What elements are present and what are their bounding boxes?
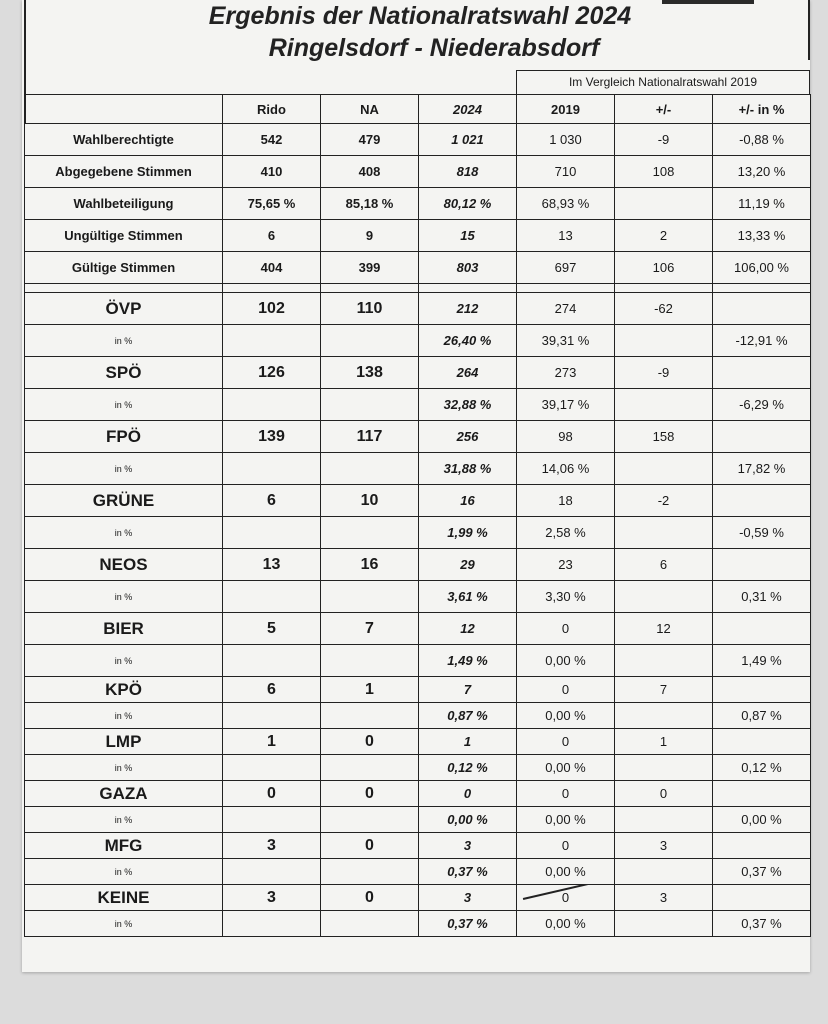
stat-row — [25, 220, 811, 252]
party-rido: 139 — [223, 421, 321, 453]
party-diff-pct-empty — [713, 485, 811, 517]
percent-2019: 14,06 % — [517, 453, 615, 485]
percent-diff-pct: 0,37 % — [713, 859, 811, 885]
party-name: GRÜNE — [25, 485, 223, 517]
stat-rido: 410 — [223, 156, 321, 188]
percent-diff-pct: 0,31 % — [713, 581, 811, 613]
percent-2019: 3,30 % — [517, 581, 615, 613]
stat-na: 408 — [321, 156, 419, 188]
percent-label: in % — [25, 645, 223, 677]
party-diff-pct-empty — [713, 885, 811, 911]
party-na: 7 — [321, 613, 419, 645]
stat-2024: 803 — [419, 252, 517, 284]
percent-label: in % — [25, 703, 223, 729]
stat-na: 9 — [321, 220, 419, 252]
stat-label: Abgegebene Stimmen — [25, 156, 223, 188]
party-row — [25, 613, 811, 645]
party-percent-row — [25, 581, 811, 613]
party-rido: 3 — [223, 885, 321, 911]
party-row — [25, 549, 811, 581]
party-diff-pct-empty — [713, 729, 811, 755]
spacer-cell — [25, 284, 223, 293]
party-2024: 3 — [419, 885, 517, 911]
percent-diff-empty — [615, 911, 713, 937]
percent-na-empty — [321, 755, 419, 781]
party-percent-row — [25, 453, 811, 485]
stat-diff: 106 — [615, 252, 713, 284]
percent-label: in % — [25, 911, 223, 937]
percent-na-empty — [321, 911, 419, 937]
party-name: NEOS — [25, 549, 223, 581]
percent-diff-empty — [615, 807, 713, 833]
percent-label: in % — [25, 859, 223, 885]
percent-2019: 0,00 % — [517, 645, 615, 677]
party-rido: 1 — [223, 729, 321, 755]
stat-diff-pct: 106,00 % — [713, 252, 811, 284]
percent-2024: 0,37 % — [419, 911, 517, 937]
stat-na: 479 — [321, 124, 419, 156]
percent-diff-empty — [615, 703, 713, 729]
party-diff: 6 — [615, 549, 713, 581]
percent-diff-pct: 17,82 % — [713, 453, 811, 485]
party-2019: 0 — [517, 613, 615, 645]
party-2024: 7 — [419, 677, 517, 703]
stat-label: Wahlberechtigte — [25, 124, 223, 156]
stat-row — [25, 188, 811, 220]
percent-rido-empty — [223, 389, 321, 421]
stat-label: Gültige Stimmen — [25, 252, 223, 284]
percent-2019: 0,00 % — [517, 911, 615, 937]
percent-label: in % — [25, 453, 223, 485]
percent-label: in % — [25, 581, 223, 613]
percent-diff-empty — [615, 645, 713, 677]
party-2024: 1 — [419, 729, 517, 755]
party-row — [25, 781, 811, 807]
party-row — [25, 729, 811, 755]
party-na: 117 — [321, 421, 419, 453]
percent-rido-empty — [223, 755, 321, 781]
stat-row — [25, 252, 811, 284]
page-title: Ergebnis der Nationalratswahl 2024 — [208, 2, 632, 30]
stat-rido: 75,65 % — [223, 188, 321, 220]
stat-2019: 1 030 — [517, 124, 615, 156]
percent-rido-empty — [223, 807, 321, 833]
percent-rido-empty — [223, 517, 321, 549]
percent-diff-empty — [615, 517, 713, 549]
spacer-cell — [419, 284, 517, 293]
party-percent-row — [25, 645, 811, 677]
party-2024: 12 — [419, 613, 517, 645]
party-2019: 23 — [517, 549, 615, 581]
section-spacer — [25, 284, 811, 293]
party-diff-pct-empty — [713, 613, 811, 645]
stat-rido: 542 — [223, 124, 321, 156]
party-percent-row — [25, 755, 811, 781]
party-name: KPÖ — [25, 677, 223, 703]
party-name: KEINE — [25, 885, 223, 911]
party-2024: 212 — [419, 293, 517, 325]
party-2019: 0 — [517, 729, 615, 755]
percent-2024: 0,87 % — [419, 703, 517, 729]
party-diff: 3 — [615, 885, 713, 911]
party-diff: 1 — [615, 729, 713, 755]
party-name: ÖVP — [25, 293, 223, 325]
party-diff: -9 — [615, 357, 713, 389]
stat-2024: 15 — [419, 220, 517, 252]
stat-diff — [615, 188, 713, 220]
party-na: 16 — [321, 549, 419, 581]
percent-label: in % — [25, 517, 223, 549]
column-header-diff-pct: +/- in % — [713, 95, 811, 124]
percent-label: in % — [25, 325, 223, 357]
party-row — [25, 485, 811, 517]
stat-2024: 80,12 % — [419, 188, 517, 220]
percent-rido-empty — [223, 645, 321, 677]
party-row — [25, 677, 811, 703]
column-header-diff: +/- — [615, 95, 713, 124]
stat-label: Ungültige Stimmen — [25, 220, 223, 252]
percent-diff-pct: -6,29 % — [713, 389, 811, 421]
party-diff: 7 — [615, 677, 713, 703]
column-header-2024: 2024 — [419, 95, 517, 124]
party-2019: 0 — [517, 833, 615, 859]
party-percent-row — [25, 807, 811, 833]
party-name: BIER — [25, 613, 223, 645]
party-na: 10 — [321, 485, 419, 517]
percent-rido-empty — [223, 703, 321, 729]
column-header-na: NA — [321, 95, 419, 124]
party-na: 1 — [321, 677, 419, 703]
stat-diff-pct: 11,19 % — [713, 188, 811, 220]
column-header-2019: 2019 — [517, 95, 615, 124]
percent-2024: 26,40 % — [419, 325, 517, 357]
party-name: SPÖ — [25, 357, 223, 389]
spacer-cell — [517, 284, 615, 293]
stat-2019: 68,93 % — [517, 188, 615, 220]
stat-diff-pct: -0,88 % — [713, 124, 811, 156]
party-na: 110 — [321, 293, 419, 325]
percent-na-empty — [321, 453, 419, 485]
party-percent-row — [25, 859, 811, 885]
percent-2024: 0,00 % — [419, 807, 517, 833]
party-name: FPÖ — [25, 421, 223, 453]
percent-2019: 0,00 % — [517, 703, 615, 729]
party-rido: 126 — [223, 357, 321, 389]
page-subtitle: Ringelsdorf - Niederabsdorf — [268, 34, 600, 62]
party-2024: 0 — [419, 781, 517, 807]
stat-rido: 6 — [223, 220, 321, 252]
party-rido: 13 — [223, 549, 321, 581]
percent-diff-pct: -12,91 % — [713, 325, 811, 357]
stat-diff: -9 — [615, 124, 713, 156]
percent-2019: 39,31 % — [517, 325, 615, 357]
stat-diff-pct: 13,20 % — [713, 156, 811, 188]
stat-2019: 13 — [517, 220, 615, 252]
percent-2019: 39,17 % — [517, 389, 615, 421]
party-row — [25, 885, 811, 911]
stat-2019: 710 — [517, 156, 615, 188]
percent-label: in % — [25, 807, 223, 833]
party-na: 0 — [321, 729, 419, 755]
stat-na: 85,18 % — [321, 188, 419, 220]
stat-2024: 818 — [419, 156, 517, 188]
party-diff: -2 — [615, 485, 713, 517]
spacer-cell — [713, 284, 811, 293]
party-2019: 274 — [517, 293, 615, 325]
percent-2024: 32,88 % — [419, 389, 517, 421]
percent-2024: 0,12 % — [419, 755, 517, 781]
party-rido: 3 — [223, 833, 321, 859]
results-table — [24, 94, 811, 937]
percent-na-empty — [321, 517, 419, 549]
percent-diff-pct: 0,37 % — [713, 911, 811, 937]
percent-na-empty — [321, 389, 419, 421]
party-2019: 0 — [517, 677, 615, 703]
party-rido: 6 — [223, 677, 321, 703]
comparison-header: Im Vergleich Nationalratswahl 2019 — [516, 70, 810, 94]
party-diff-pct-empty — [713, 833, 811, 859]
percent-rido-empty — [223, 453, 321, 485]
stat-2024: 1 021 — [419, 124, 517, 156]
percent-diff-pct: -0,59 % — [713, 517, 811, 549]
column-header-rido: Rido — [223, 95, 321, 124]
percent-diff-empty — [615, 453, 713, 485]
percent-diff-pct: 0,00 % — [713, 807, 811, 833]
percent-2024: 0,37 % — [419, 859, 517, 885]
percent-diff-empty — [615, 859, 713, 885]
percent-2019: 0,00 % — [517, 755, 615, 781]
percent-rido-empty — [223, 325, 321, 357]
party-diff-pct-empty — [713, 549, 811, 581]
party-2019: 273 — [517, 357, 615, 389]
header-blank-cell — [25, 95, 223, 124]
party-2019: 18 — [517, 485, 615, 517]
party-diff: 3 — [615, 833, 713, 859]
party-diff-pct-empty — [713, 357, 811, 389]
party-name: GAZA — [25, 781, 223, 807]
party-row — [25, 357, 811, 389]
stat-2019: 697 — [517, 252, 615, 284]
percent-na-empty — [321, 581, 419, 613]
stat-diff: 108 — [615, 156, 713, 188]
percent-diff-empty — [615, 389, 713, 421]
percent-diff-empty — [615, 325, 713, 357]
party-name: LMP — [25, 729, 223, 755]
percent-diff-pct: 1,49 % — [713, 645, 811, 677]
party-diff-pct-empty — [713, 421, 811, 453]
spacer-cell — [223, 284, 321, 293]
percent-2024: 3,61 % — [419, 581, 517, 613]
spacer-cell — [321, 284, 419, 293]
percent-rido-empty — [223, 911, 321, 937]
party-na: 0 — [321, 781, 419, 807]
party-2024: 29 — [419, 549, 517, 581]
stat-row — [25, 124, 811, 156]
party-diff-pct-empty — [713, 677, 811, 703]
percent-2019: 0,00 % — [517, 807, 615, 833]
party-diff-pct-empty — [713, 293, 811, 325]
party-2019: 0 — [517, 781, 615, 807]
party-diff-pct-empty — [713, 781, 811, 807]
percent-2024: 1,99 % — [419, 517, 517, 549]
party-percent-row — [25, 389, 811, 421]
party-na: 138 — [321, 357, 419, 389]
percent-2024: 31,88 % — [419, 453, 517, 485]
percent-na-empty — [321, 645, 419, 677]
percent-diff-empty — [615, 755, 713, 781]
party-na: 0 — [321, 885, 419, 911]
percent-label: in % — [25, 389, 223, 421]
percent-2019: 0,00 % — [517, 859, 615, 885]
party-row — [25, 421, 811, 453]
party-rido: 6 — [223, 485, 321, 517]
percent-rido-empty — [223, 859, 321, 885]
party-percent-row — [25, 703, 811, 729]
party-2024: 16 — [419, 485, 517, 517]
stat-diff-pct: 13,33 % — [713, 220, 811, 252]
party-percent-row — [25, 517, 811, 549]
party-rido: 0 — [223, 781, 321, 807]
percent-na-empty — [321, 703, 419, 729]
stat-rido: 404 — [223, 252, 321, 284]
percent-2024: 1,49 % — [419, 645, 517, 677]
strike-through-mark — [523, 885, 613, 900]
party-2019: 0 — [517, 885, 615, 911]
percent-diff-pct: 0,87 % — [713, 703, 811, 729]
party-row — [25, 293, 811, 325]
percent-na-empty — [321, 807, 419, 833]
party-2024: 3 — [419, 833, 517, 859]
percent-diff-pct: 0,12 % — [713, 755, 811, 781]
percent-2019: 2,58 % — [517, 517, 615, 549]
party-percent-row — [25, 911, 811, 937]
percent-na-empty — [321, 859, 419, 885]
party-percent-row — [25, 325, 811, 357]
party-name: MFG — [25, 833, 223, 859]
party-2024: 264 — [419, 357, 517, 389]
spacer-cell — [615, 284, 713, 293]
party-diff: 0 — [615, 781, 713, 807]
party-rido: 5 — [223, 613, 321, 645]
party-diff: 12 — [615, 613, 713, 645]
party-row — [25, 833, 811, 859]
party-rido: 102 — [223, 293, 321, 325]
stat-diff: 2 — [615, 220, 713, 252]
stat-label: Wahlbeteiligung — [25, 188, 223, 220]
percent-rido-empty — [223, 581, 321, 613]
percent-diff-empty — [615, 581, 713, 613]
percent-na-empty — [321, 325, 419, 357]
party-na: 0 — [321, 833, 419, 859]
party-diff: -62 — [615, 293, 713, 325]
party-2024: 256 — [419, 421, 517, 453]
column-header-row — [25, 95, 811, 124]
stat-na: 399 — [321, 252, 419, 284]
party-2019: 98 — [517, 421, 615, 453]
percent-label: in % — [25, 755, 223, 781]
party-diff: 158 — [615, 421, 713, 453]
stat-row — [25, 156, 811, 188]
